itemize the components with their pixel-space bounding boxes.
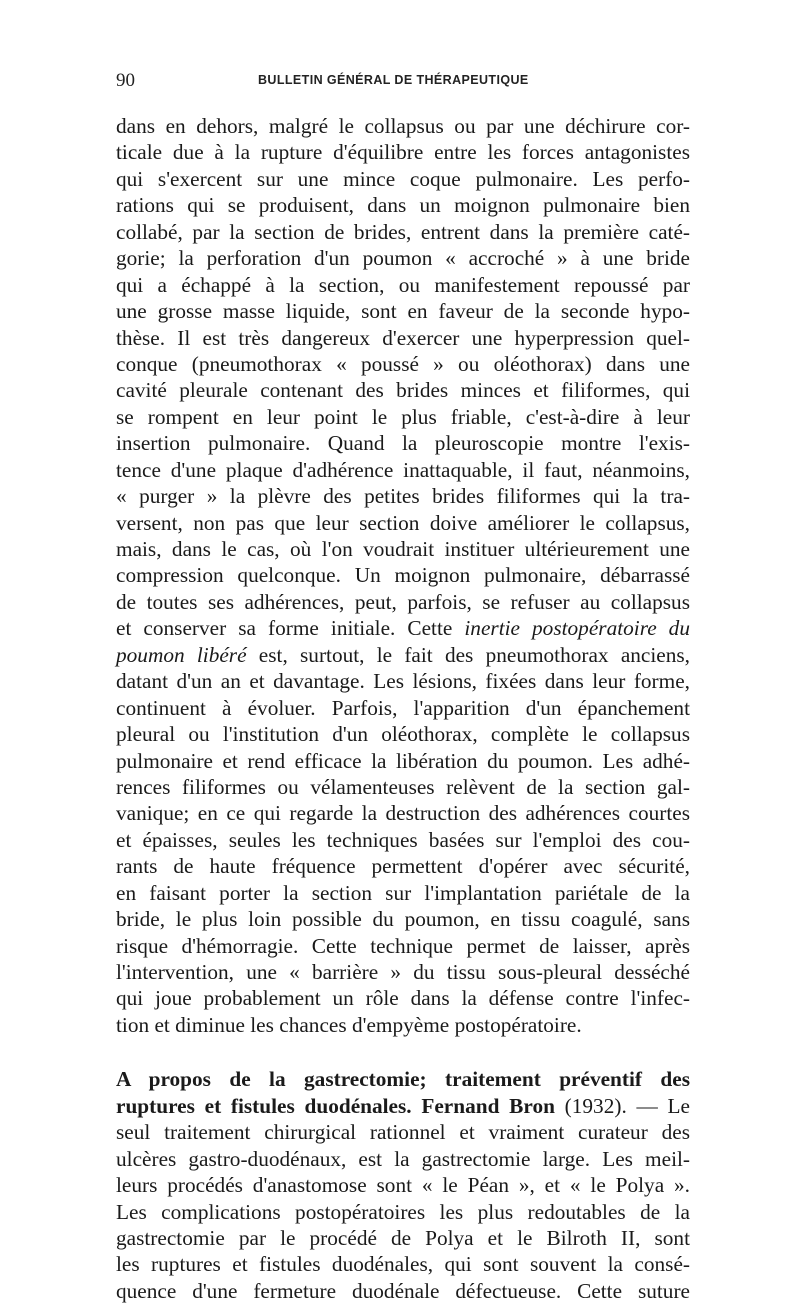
text-line xyxy=(116,615,690,641)
text-run: est, surtout, le fait des pneumothorax anciens, xyxy=(246,642,691,667)
paragraph-pleural-adhesions xyxy=(116,113,690,1038)
text-line: Les complications postopératoires les plus redoutables de la xyxy=(116,1199,690,1224)
text-line xyxy=(116,642,690,668)
italic-term: inertie postopératoire du xyxy=(464,616,690,641)
italic-term: poumon libéré xyxy=(116,642,247,667)
text-line: datant d'un an et davantage. Les lésions, fixées dans leur forme, xyxy=(116,669,690,694)
text-line: compression quelconque. Un moignon pulmonaire, débarrassé xyxy=(116,563,690,588)
article-title-line: A propos de la gastrectomie; traitement préventif des xyxy=(116,1067,690,1092)
text-line: en faisant porter la section sur l'implantation pariétale de la xyxy=(116,880,690,905)
text-run: et conserver sa forme initiale. Cette xyxy=(116,616,465,641)
text-line: « purger » la plèvre des petites brides filiformes qui la tra- xyxy=(116,484,690,509)
body-text xyxy=(116,113,690,1304)
page-number: 90 xyxy=(116,70,135,91)
text-line: quence d'une fermeture duodénale défectueuse. Cette suture xyxy=(116,1278,690,1303)
text-line: se rompent en leur point le plus friable, c'est-à-dire à leur xyxy=(116,404,690,429)
running-head xyxy=(116,70,690,98)
text-line: leurs procédés d'anastomose sont « le Péan », et « le Polya ». xyxy=(116,1173,690,1198)
text-line: de toutes ses adhérences, peut, parfois, se refuser au collapsus xyxy=(116,589,690,614)
text-line: qui joue probablement un rôle dans la défense contre l'infec- xyxy=(116,986,690,1011)
section-gap xyxy=(116,1038,690,1066)
text-line: versent, non pas que leur section doive améliorer le collapsus, xyxy=(116,510,690,535)
text-line: tion et diminue les chances d'empyème postopératoire. xyxy=(116,1012,582,1037)
text-line: les ruptures et fistules duodénales, qui sont souvent la consé- xyxy=(116,1252,690,1277)
text-line: l'intervention, une « barrière » du tissu sous-pleural desséché xyxy=(116,960,690,984)
text-line: gastrectomie par le procédé de Polya et le Bilroth II, sont xyxy=(116,1225,690,1250)
article-title-author: ruptures et fistules duodénales. Fernand Bron xyxy=(116,1093,555,1118)
text-line: pleural ou l'institution d'un oléothorax, complète le collapsus xyxy=(116,722,690,747)
text-line: insertion pulmonaire. Quand la pleuroscopie montre l'exis- xyxy=(116,431,690,456)
text-line: collabé, par la section de brides, entrent dans la première caté- xyxy=(116,219,690,244)
text-line: gorie; la perforation d'un poumon « accroché » à une bride xyxy=(116,246,690,271)
paragraph-gastrectomy xyxy=(116,1066,690,1304)
text-line: cavité pleurale contenant des brides minces et filiformes, qui xyxy=(116,378,690,403)
text-line: rences filiformes ou vélamenteuses relèvent de la section gal- xyxy=(116,774,690,799)
text-line: conque (pneumothorax « poussé » ou oléothorax) dans une xyxy=(116,351,690,376)
text-line: une grosse masse liquide, sont en faveur de la seconde hypo- xyxy=(116,299,690,324)
text-line: seul traitement chirurgical rationnel et vraiment curateur des xyxy=(116,1120,690,1145)
text-line: qui s'exercent sur une mince coque pulmonaire. Les perfo- xyxy=(116,166,690,191)
text-line: rants de haute fréquence permettent d'opérer avec sécurité, xyxy=(116,854,690,879)
text-line: risque d'hémorragie. Cette technique permet de laisser, après xyxy=(116,933,690,958)
text-line: mais, dans le cas, où l'on voudrait instituer ultérieurement une xyxy=(116,537,690,561)
text-line: ulcères gastro-duodénaux, est la gastrectomie large. Les meil- xyxy=(116,1146,690,1171)
journal-title: BULLETIN GÉNÉRAL DE THÉRAPEUTIQUE xyxy=(258,73,529,87)
text-line: qui a échappé à la section, ou manifestement repoussé par xyxy=(116,272,690,297)
text-line xyxy=(116,1093,690,1119)
text-line: et épaisses, seules les techniques basées sur l'emploi des cou- xyxy=(116,827,690,852)
text-line: vanique; en ce qui regarde la destruction des adhérences courtes xyxy=(116,801,690,826)
text-line: pulmonaire et rend efficace la libération du poumon. Les adhé- xyxy=(116,748,690,773)
text-line: tence d'une plaque d'adhérence inattaquable, il faut, néanmoins, xyxy=(116,457,690,482)
text-line: ticale due à la rupture d'équilibre entre les forces antagonistes xyxy=(116,140,690,165)
text-line: continuent à évoluer. Parfois, l'apparition d'un épanchement xyxy=(116,695,690,720)
text-line: bride, le plus loin possible du poumon, en tissu coagulé, sans xyxy=(116,907,690,932)
text-line: rations qui se produisent, dans un moignon pulmonaire bien xyxy=(116,193,690,218)
text-line: thèse. Il est très dangereux d'exercer une hyperpression quel- xyxy=(116,325,690,350)
text-run: (1932). — Le xyxy=(554,1093,690,1118)
text-line: dans en dehors, malgré le collapsus ou par une déchirure cor- xyxy=(116,114,690,138)
